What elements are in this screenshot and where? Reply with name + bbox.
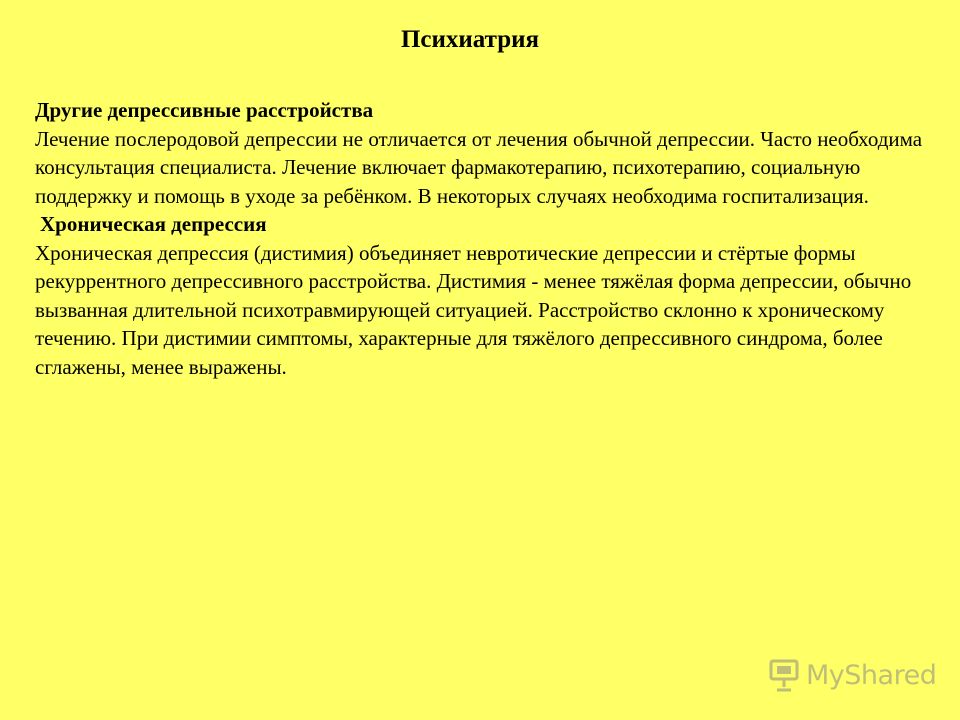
presentation-board-icon [768,657,802,693]
section-body-postpartum-treatment: Лечение послеродовой депрессии не отличается от лечения обычной депрессии. Часто необходима консультация специалиста. Лечение включает фармакотерапию, психотерапию, социальную поддержку и помощь в уходе за ребёнком. В некоторых случаях необходима госпитализация. [35,126,923,208]
watermark-logo [768,655,936,695]
section-body-dysthymia: Хроническая депрессия (дистимия) объединяет невротические депрессии и стёртые формы рекуррентного депрессивного расстройства. Дистимия - менее тяжёлая форма депрессии, обычно вызванная длительной психотравмирующей ситуацией. Расстройство склонно к хроническому течению. При дистимии симптомы, характерные для тяжёлого депрессивного синдрома, более сглажены, менее выражены. [35,240,912,379]
watermark-text: MyShared [806,659,937,691]
section-heading-chronic-depression: Хроническая депрессия [40,212,267,236]
slide-title: Психиатрия [400,26,540,53]
section-heading-other-depressive-disorders: Другие депрессивные расстройства [35,98,374,122]
slide-content [35,96,935,381]
